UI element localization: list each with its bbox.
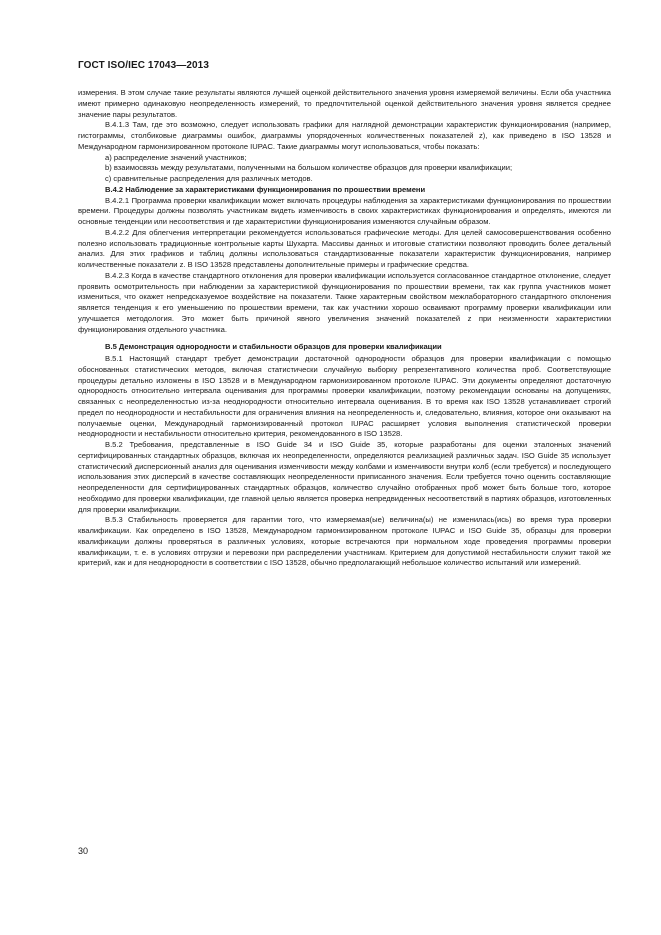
paragraph-b-4-2-3: В.4.2.3 Когда в качестве стандартного отклонения для проверки квалификации используется согласованное стандартное отклонение, следует проявить осмотрительность при наблюдении за характеристикой функционирования по прошествии времени, так как группа участников может измениться, что окажет непредсказуемое воздействие на показатели. Также характерным свойством межлабораторного стандартного отклонения является тенденция к его уменьшению по прошествии времени, так как участники хорошо осваивают программу проверки квалификации или улучшается методология. Это может быть причиной явного увеличения значений показателей z при неизменности характеристики функционирования отдельного участника. <box>78 270 611 334</box>
paragraph-b-5-1: В.5.1 Настоящий стандарт требует демонстрации достаточной однородности образцов для проверки квалификации с помощью обоснованных статистических методов, включая статистически случайную выборку репрезентативного количества проб. Соответствующие процедуры детально изложены в ISO 13528 и в Международном гармонизированном протоколе IUPAC. Эти документы определяют достаточную однородность относительно интервала оценивания для программы проверки квалификации, поэтому рекомендации основаны на допущениях, связанных с неопределенностью из-за неоднородности относительно интервала оценивания. В то время как ISO 13528 устанавливает строгий предел по неоднородности и нестабильности для ограничения влияния на неопределенность и, следовательно, влияния, которое они оказывают на получаемые оценки, Международный гармонизированный протокол IUPAC расширяет условия выполнения статистической проверки неоднородности и нестабильности относительно критерия, рекомендованного в ISO 13528. <box>78 354 611 439</box>
document-header: ГОСТ ISO/IEC 17043—2013 <box>78 60 209 71</box>
section-heading-b-5: В.5 Демонстрация однородности и стабильности образцов для проверки квалификации <box>105 342 442 352</box>
paragraph-b-5-2: В.5.2 Требования, представленные в ISO Guide 34 и ISO Guide 35, которые разработаны для оценки эталонных значений сертифицированных стандартных образцов, включая их неопределенности, определяются реализацией различных задач. ISO Guide 35 использует статистический дисперсионный анализ для оценивания изменчивости между колбами и изменчивости внутри колб (если требуется) и последующего использования этих дисперсий в качестве составляющих неопределенности приписанного значения. Если требуется точно оценить составляющие неопределенности для сертифицированных стандартных образцов, количество случайно отобранных проб может быть больше того, которое необходимо для проверки квалификации, где главной целью является проверка непредвиденных несоответствий в партиях образцов, изготовленных для проверки квалификации. <box>78 440 611 514</box>
paragraph-b-4-1-3: В.4.1.3 Там, где это возможно, следует использовать графики для наглядной демонстрации характеристик функционирования (например, гистограммы, столбиковые диаграммы ошибок, диаграммы упорядоченных количественных показателей z), как приведено в ISO 13528 и Международном гармонизированном протоколе IUPAC. Такие диаграммы могут использоваться, чтобы показать: <box>78 120 611 151</box>
paragraph-measurement-continuation: измерения. В этом случае такие результаты являются лучшей оценкой действительного значения уровня измеряемой величины. Если оба участника имеют примерно одинаковую неопределенность измерений, то предпочтительной оценкой действительного значения уровня является среднее значение пары результатов. <box>78 88 611 119</box>
paragraph-b-4-2-2: В.4.2.2 Для облегчения интерпретации рекомендуется использоваться графические методы. Для целей самосовершенствования особенно полезно использовать традиционные контрольные карты Шухарта. Массивы данных и итоговые статистики позволяют проводить более детальный анализ. Для этих графиков и таблиц должны использоваться стандартизованные показатели характеристик функционирования, например количественные показатели z. В ISO 13528 представлены дополнительные примеры и графические средства. <box>78 227 611 269</box>
list-item-b: b) взаимосвязь между результатами, полученными на большом количестве образцов для проверки квалификации; <box>105 163 513 173</box>
paragraph-b-5-3: В.5.3 Стабильность проверяется для гарантии того, что измеряемая(ые) величина(ы) не изменилась(ись) во время тура проверки квалификации. Как определено в ISO 13528, Международном гармонизированном протоколе IUPAC и ISO Guide 35, образцы для проверки квалификации должны проверяться в различных условиях, которые встречаются при нормальном ходе проведения программы проверки квалификации, т. е. в условиях отгрузки и перевозки при распределении участникам. Критерием для допустимой нестабильности служит такой же критерий, как и для неоднородности в соответствии с ISO 13528, обычно предполагающий небольшое количество испытаний или измерений. <box>78 515 611 568</box>
page-number: 30 <box>78 846 89 856</box>
list-item-c: с) сравнительные распределения для различных методов. <box>105 174 313 183</box>
paragraph-b-4-2-1: В.4.2.1 Программа проверки квалификации может включать процедуры наблюдения за характеристиками функционирования по прошествии времени. Процедуры должны позволять участникам видеть изменчивость в своих характеристиках функционирования и определять, имеются ли основные тенденции или несоответствия и где характеристики функционирования изменяются случайным образом. <box>78 195 611 226</box>
subsection-heading-b-4-2: В.4.2 Наблюдение за характеристиками функционирования по прошествии времени <box>105 184 426 194</box>
list-item-a: а) распределение значений участников; <box>105 152 247 162</box>
document-body <box>78 88 611 569</box>
